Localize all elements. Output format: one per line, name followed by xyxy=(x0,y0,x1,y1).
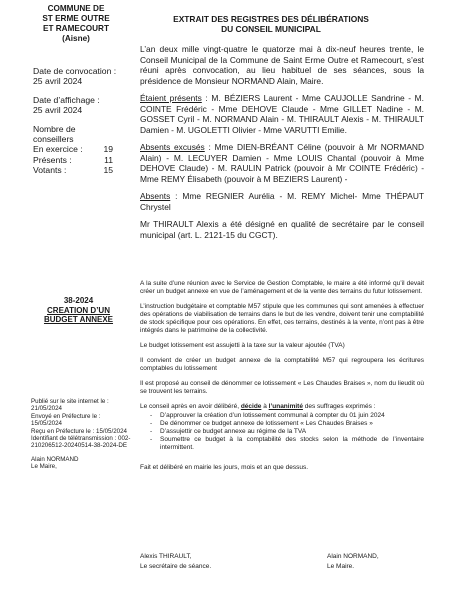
votants-row xyxy=(33,165,128,175)
list-item: - Soumettre ce budget à la comptabilité des stocks selon la méthode de l’inventaire intermittent. xyxy=(160,436,424,452)
presents-label: Présents : xyxy=(33,154,72,165)
closing-line: Fait et délibéré en mairie les jours, mois et an que dessus. xyxy=(140,464,309,471)
body-paragraph: Il est proposé au conseil de dénommer ce lotissement « Les Chaudes Braises », nom du lieudit où se trouvent les terrains. xyxy=(140,380,424,395)
decision-keyword: décide xyxy=(240,403,262,410)
sent-line: Envoyé en Préfecture le : 15/05/2024 xyxy=(31,412,101,428)
deliberation-heading xyxy=(31,296,126,325)
presents-heading: Étaient présents xyxy=(140,93,202,103)
title-line: EXTRAIT DES REGISTRES DES DÉLIBÉRATIONS xyxy=(173,14,369,24)
unanimity-keyword: l’unanimité xyxy=(268,403,303,410)
mayor-signature-role: Le Maire. xyxy=(327,562,355,570)
title-line: DU CONSEIL MUNICIPAL xyxy=(221,24,321,34)
body-paragraph: L’instruction budgétaire et comptable M57 stipule que les communes qui sont amenées à effectuer des opérations de viabilisation de terrains dans le but de les vendre, doivent tenir une comptabilité de stock spécifique pour ces opérations. En effet, ces terrains, destinés à la vente, n’ont pas à être intégrés dans le patrimoine de la collectivité. xyxy=(140,303,424,334)
absents-heading: Absents xyxy=(140,191,171,201)
excuses-list: : Mme DIEN-BRÉANT Céline (pouvoir à Mr NORMAND Alain) - M. LECUYER Damien - Mme LOUIS Chantal (pouvoir à Mme DEHOVE Claude) - M. RAULIN Patrick (pouvoir à Mr COINTE Frédéric) - Mme REMY Élisabeth (pouvoir à M BEZIERS Laurent) - xyxy=(140,142,425,184)
body-paragraph: Le budget lotissement est assujetti à la taxe sur la valeur ajoutée (TVA) xyxy=(140,342,345,349)
body-paragraph: Il convient de créer un budget annexe de la comptabilité M57 qui regroupera les écritures comptables du lotissement xyxy=(140,357,424,372)
published-line: Publié sur le site internet le : 21/05/2024 xyxy=(31,398,109,413)
conseillers-label: conseillers xyxy=(33,134,74,145)
mayor-signature xyxy=(327,552,417,571)
secretary-name: Alexis THIRAULT, xyxy=(140,553,192,560)
decision-text: des suffrages exprimés : xyxy=(302,403,376,410)
publication-info xyxy=(31,398,131,471)
list-item: - D’assujettir ce budget annexe au régime de la TVA xyxy=(160,428,424,436)
secretary-paragraph: Mr THIRAULT Alexis a été désigné en qualité de secrétaire par le conseil municipal (art. L. 2121-15 du CGCT). xyxy=(140,219,424,240)
affichage-date: 25 avril 2024 xyxy=(33,105,83,116)
mayor-name: Alain NORMAND xyxy=(31,455,79,463)
decision-list xyxy=(140,412,424,452)
opening-paragraph: L’an deux mille vingt-quatre le quatorze mai à dix-neuf heures trente, le Conseil Municipal de la Commune de Saint Erme Outre et Ramecourt, s’est réuni après convocation, au lieu habituel de ses séances, sous la présidence de Monsieur NORMAND Alain, Maire. xyxy=(140,44,424,86)
session-meta xyxy=(33,66,128,176)
presents-row xyxy=(33,155,128,165)
conseillers-label: Nombre de xyxy=(33,123,76,134)
exercice-value: 19 xyxy=(103,144,113,155)
commune-name-line: ST ERME OUTRE xyxy=(42,14,110,23)
mayor-signature-name: Alain NORMAND, xyxy=(327,553,379,560)
presents-value: 11 xyxy=(104,154,113,165)
presents-paragraph xyxy=(140,93,424,135)
presents-list: : M. BÉZIERS Laurent - Mme CAUJOLLE Sandrine - M. COINTE Frédéric - Mme DEHOVE Claude - Mme GILLET Nadine - M. GOSSET Cyril - M. NORMAND Alain - M. THIRAULT Alexis - M. THIRAULT Damien - M. UGOLETTI Olivier - Mme VARUTTI Emilie. xyxy=(140,93,424,135)
excuses-heading: Absents excusés xyxy=(140,142,205,152)
received-line: Reçu en Préfecture le : 15/05/2024 xyxy=(31,427,127,435)
list-item: - D’approuver la création d’un lotissement communal à compter du 01 juin 2024 xyxy=(160,412,424,420)
page-title xyxy=(140,14,402,34)
deliberation-title-line: CREATION D’UN xyxy=(47,305,110,315)
secretary-role: Le secrétaire de séance. xyxy=(140,562,212,570)
mayor-role: Le Maire, xyxy=(31,463,57,471)
exercice-label: En exercice : xyxy=(33,144,83,155)
deliberation-title-line: BUDGET ANNEXE xyxy=(43,315,114,325)
commune-header xyxy=(26,4,126,44)
secretary-signature xyxy=(140,552,260,571)
commune-name-line: ET RAMECOURT xyxy=(43,24,109,33)
decision-paragraph xyxy=(140,403,424,411)
affichage-label: Date d’affichage : xyxy=(33,94,100,105)
absents-paragraph xyxy=(140,191,424,212)
exercice-row xyxy=(33,144,128,154)
absents-list: : Mme REGNIER Aurélia - M. REMY Michel- Mme THÉPAUT Chrystel xyxy=(140,191,424,212)
excuses-paragraph xyxy=(140,142,424,184)
commune-line: COMMUNE DE xyxy=(47,4,105,13)
body-paragraph: A la suite d’une réunion avec le Service de Gestion Comptable, le maire a été informé qu’il devait créer un budget annexe en vue de l’aménagement et de la vente des terrains du futur lotissement. xyxy=(140,280,424,295)
convocation-label: Date de convocation : xyxy=(33,66,117,76)
votants-value: 15 xyxy=(103,165,113,176)
decision-text: à xyxy=(261,403,269,410)
convocation-date: 25 avril 2024 xyxy=(33,76,83,87)
transmission-id: Identifiant de télétransmission : 002-210206512-20240514-38-2024-DE xyxy=(31,435,131,450)
deliberation-body xyxy=(140,280,424,479)
deliberation-number: 38-2024 xyxy=(63,296,94,305)
commune-department: (Aisne) xyxy=(62,34,90,43)
list-item: - De dénommer ce budget annexe de lotissement « Les Chaudes Braises » xyxy=(160,420,424,428)
session-intro xyxy=(140,44,424,247)
decision-text: Le conseil après en avoir délibéré, xyxy=(140,403,241,410)
votants-label: Votants : xyxy=(33,165,67,176)
